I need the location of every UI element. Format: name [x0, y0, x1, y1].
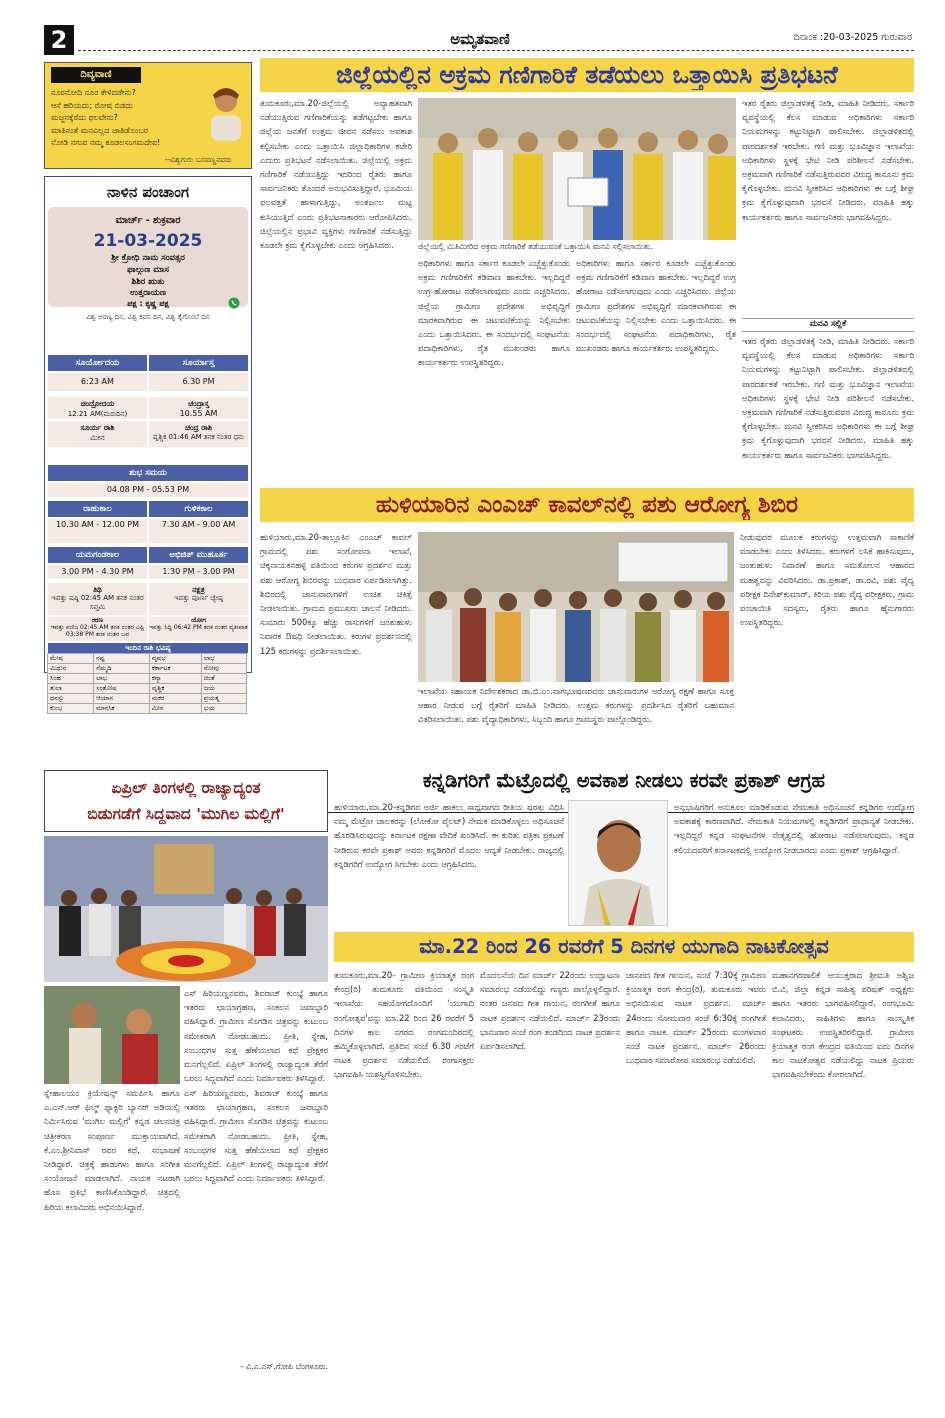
shubha-label: ಶುಭ ಸಮಯ — [48, 465, 248, 481]
gulika-label: ಗುಳಿಕಕಾಲ — [149, 501, 248, 517]
rashi-prediction: ಜಯ — [201, 684, 246, 694]
panchanga-ayana: ಉತ್ತರಾಯಣ — [130, 288, 166, 298]
rashi-row — [48, 664, 247, 674]
chandra-rashi-cell — [149, 421, 248, 447]
tithi-cell — [48, 583, 147, 615]
yama-label: ಯಮಗಂಡಕಾಲ — [48, 547, 147, 563]
panchanga-title: ನಾಳಿನ ಪಂಚಾಂಗ — [107, 183, 189, 201]
chandra-rashi-label: ಚಂದ್ರ ರಾಶಿ — [185, 423, 212, 432]
rashi-title: ಇಂದಿನ ರಾಶಿ ಭವಿಷ್ಯ — [48, 643, 248, 653]
karana-value: ಇವತ್ತು ವಣಿಜ 02:45 AM ತನಕ ನಂತರ ವಿಷ್ಟಿ 03:38 PM ತನಕ ನಂತರ ಬವ — [50, 624, 145, 638]
moonrise-cell — [48, 397, 147, 419]
header-rule — [78, 50, 914, 51]
tithi-value: ಇವತ್ತು ಷಷ್ಠಿ 02:45 AM ತನಕ ನಂತರ ಸಪ್ತಮಿ — [51, 594, 144, 611]
whatsapp-icon — [228, 297, 240, 309]
panchanga-date: 21-03-2025 — [93, 231, 203, 251]
tithi-label: ತಿಥಿ — [93, 585, 102, 594]
story1-col2: ಅಧಿಕಾರಿಗಳು ಹಾಗೂ ಸರ್ಕಾರ ಕೂಡಲೇ ಎಚ್ಚೆತ್ತುಕೊಂಡು ಅಕ್ರಮ ಗಣಿಗಾರಿಕೆಗೆ ಕಡಿವಾಣ ಹಾಕಬೇಕು. ಇಲ್ಲದಿದ್ದರೆ ಉಗ್ರ ಹೋರಾಟ ನಡೆಸಲಾಗುವುದು ಎಂದು ಎಚ್ಚರಿಸಿದರು. ಜಿಲ್ಲೆಯ ಗ್ರಾಮೀಣ ಪ್ರದೇಶಗಳ ಅಭಿವೃದ್ಧಿಗೆ ಮಾರಕವಾಗಿರುವ ಈ ಚಟುವಟಿಕೆಯನ್ನು ನಿಲ್ಲಿಸಬೇಕು ಎಂದು ಒತ್ತಾಯಿಸಿದರು. ಈ ಸಂದರ್ಭದಲ್ಲಿ ಸಂಘಟನೆಯ ಪದಾಧಿಕಾರಿಗಳು, ರೈತ ಮುಖಂಡರು ಹಾಗೂ ಕಾರ್ಯಕರ್ತರು ಉಪಸ್ಥಿತರಿದ್ದರು. — [418, 258, 570, 368]
karana-label: ಕರಣ — [92, 616, 103, 624]
rashi-prediction: ಆಯಾಸ — [94, 694, 150, 704]
film-col1: ಸ್ನೇಹಾಲಯಂ ಕ್ರಿಯೇಷನ್ಸ್ ಸಮರ್ಪಿಸಿ ಹಾಗೂ ಎ.ಎನ್.ಆರ್ ಫಿಲ್ಮ್ ಫ್ಯಾಕ್ಟರಿ ಬ್ಯಾನರ್ ಅಡಿಯಲ್ಲಿ ನಿರ್ಮಿಸಿರುವ 'ಮುಗಿಲ ಮಲ್ಲಿಗೆ' ಕನ್ನಡ ಚಲನಚಿತ್ರ ಚಿತ್ರೀಕರಣ ಸಂಪೂರ್ಣ ಮುಕ್ತಾಯವಾಗಿದೆ. ಕೆ.ಎಂ.ಶ್ರೀನಿವಾಸ್ ರವರ ಕಥೆ, ಸಂಭಾಷಣೆ ನೀಡಿದ್ದಾರೆ. ಚಿತ್ರಕ್ಕೆ ಹಾಡುಗಳು ಹಾಗೂ ಸಂಗೀತ ಸಂಯೋಜನೆ ಮಾಡಲಾಗಿದೆ. ನಾಯಕ ನಟರಾಗಿ ಹೊಸ ಪ್ರತಿಭೆ ಕಾಣಿಸಿಕೊಂಡಿದ್ದಾರೆ. ಚಿತ್ರದಲ್ಲಿ ಹಿರಿಯ ಕಲಾವಿದರು ಅಭಿನಯಿಸಿದ್ದಾರೆ. — [44, 1088, 180, 1212]
story3-portrait — [568, 800, 668, 926]
rashi-prediction: ನಷ್ಟ — [94, 654, 150, 664]
rashi-sign: ಮೀನ — [149, 704, 201, 714]
story4-headline: ಮಾ.22 ರಿಂದ 26 ರವರೆಗೆ 5 ದಿನಗಳ ಯುಗಾದಿ ನಾಟಕೋತ್ಸವ — [419, 935, 829, 958]
surya-rashi-value: ಮೀನ — [90, 433, 105, 442]
story3-col1: ಹುಳಿಯಾರು,ಮಾ.20-ಕನ್ನಡಿಗರ ಅರ್ಜಿ ಹಾಕಲು ಸಾಧ್ಯವಾಗದ ರೀತಿಯ ಷರತ್ತು ವಿಧಿಸಿ ನಮ್ಮ ಮೆಟ್ರೋ ಚಾಲಕರನ್ನು (ಲೋಕೋ ಪೈಲಟ್) ನೇಮಕ ಮಾಡಿಕೊಳ್ಳಲು ಅಧಿಸೂಚನೆ ಹೊರಡಿಸಿರುವುದನ್ನು ಕರ್ನಾಟಕ ರಕ್ಷಣಾ ವೇದಿಕೆ ಖಂಡಿಸಿದೆ. ಈ ಕುರಿತು ಪತ್ರಿಕಾ ಪ್ರಕಟಣೆ ನೀಡಿರುವ ಕರವೇ ಪ್ರಕಾಶ್ ಅವರು ಕನ್ನಡಿಗರಿಗೆ ಮೊದಲ ಆದ್ಯತೆ ನೀಡಬೇಕು. ರಾಜ್ಯದಲ್ಲಿ ಕನ್ನಡಿಗರಿಗೆ ಉದ್ಯೋಗ ಸಿಗಬೇಕು ಎಂದು ಆಗ್ರಹಿಸಿದರು. — [334, 802, 564, 869]
film-byline: - ವಿ.ಎ.ಎಸ್.ಗೋಪಿ ಬೆಂಗಳೂರು. — [240, 1362, 328, 1371]
surya-rashi-cell — [48, 421, 147, 447]
rashi-sign: ಸಿಂಹ — [48, 674, 94, 684]
story1-subhead: ಮನವಿ ಸಲ್ಲಿಕೆ — [742, 318, 914, 332]
abhijit-time: 1.30 PM - 3.00 PM — [149, 565, 248, 579]
film-col2: ಎಸ್ ಹಿರಿಯಣ್ಣನವರು, ಶಿವರಾಜ್ ಕುಂಬ್ಳೆ ಹಾಗೂ ಇತರರು ಛಾಯಾಗ್ರಹಣ, ಸಂಕಲನ ಜವಾಬ್ದಾರಿ ವಹಿಸಿದ್ದಾರೆ. ಗ್ರಾಮೀಣ ಸೊಗಡಿನ ಚಿತ್ರವನ್ನು ಕುಟುಂಬ ಸಮೇತರಾಗಿ ನೋಡಬಹುದು. ಪ್ರೀತಿ, ಸ್ನೇಹ, ಸಂಬಂಧಗಳ ಸುತ್ತ ಹೆಣೆಯಲಾದ ಕಥೆ ಪ್ರೇಕ್ಷಕರ ಮನಗೆಲ್ಲಲಿದೆ. ಏಪ್ರಿಲ್ ತಿಂಗಳಲ್ಲಿ ರಾಜ್ಯಾದ್ಯಂತ ತೆರೆಗೆ ಬರಲು ಸಿದ್ಧವಾಗಿದೆ ಎಂದು ನಿರ್ಮಾಪಕರು ತಿಳಿಸಿದ್ದಾರೆ. — [184, 1088, 328, 1184]
rashi-table — [47, 653, 247, 714]
rashi-sign: ಧನಸ್ಸು — [48, 694, 94, 704]
special-days-note: ವಿಶ್ವ ಅರಣ್ಯ ದಿನ, ವಿಶ್ವ ಕವನ ದಿನ, ವಿಶ್ವ ಕೈಗೊಂಬೆ ದಿನ — [86, 313, 210, 321]
rashi-prediction: ಸಂತೋಷ — [94, 684, 150, 694]
sunset-time: 6.30 PM — [149, 373, 248, 391]
shubha-time: 04.08 PM - 05.53 PM — [48, 483, 248, 497]
rashi-prediction: ಚಿಂತೆ — [201, 674, 246, 684]
moonset-time: 10.55 AM — [179, 409, 218, 418]
protest-photo-image — [418, 98, 736, 240]
thought-line: ನೋಡಿ ನಗುವ ನಮ್ಮ ಕೂಡಲಸಂಗಮದೇವ! — [51, 138, 161, 147]
film-headline-line2: ಬಿಡುಗಡೆಗೆ ಸಿದ್ದವಾದ 'ಮುಗಿಲ ಮಲ್ಲಿಗೆ' — [87, 805, 285, 823]
rahu-time: 10.30 AM - 12.00 PM — [48, 519, 147, 543]
panchanga-paksha: ಪಕ್ಷ : ಕೃಷ್ಣ ಪಕ್ಷ — [127, 299, 169, 308]
thought-text — [51, 87, 201, 150]
moonset-cell — [149, 397, 248, 419]
nakshatra-value: ಇವತ್ತು ಪೂರ್ಣ ಜ್ಯೇಷ್ಠ — [174, 594, 223, 602]
panchanga-ritu: ಶಿಶಿರ ಋತು — [131, 277, 165, 287]
rashi-prediction: ಪ್ರಯತ್ನ — [201, 694, 246, 704]
panchanga-box — [44, 176, 252, 673]
rashi-prediction: ಭಯ — [201, 704, 246, 714]
film-still-image — [44, 986, 180, 1084]
panchanga-date-card — [48, 207, 248, 307]
abhijit-label: ಅಭಿಜಿತ್ ಮುಹೂರ್ತ — [149, 547, 248, 563]
film-headline-box — [44, 770, 328, 832]
moonset-label: ಚಂದ್ರಾಸ್ತ — [188, 399, 209, 408]
story2-col1: ಹುಳಿಯಾರು,ಮಾ.20-ತಾಲ್ಲೂಕಿನ ಎಂಎಚ್ ಕಾವಲ್ ಗ್ರಾಮದಲ್ಲಿ ಪಶು ಸಂಗೋಪನಾ ಇಲಾಖೆ, ಚಿಕ್ಕನಾಯಕನಹಳ್ಳಿ ವತಿಯಿಂದ ಕರುಗಳ ಪ್ರದರ್ಶನ ಮತ್ತು ಪಶು ಆರೋಗ್ಯ ಶಿಬಿರವನ್ನು ಬುಧವಾರ ಏರ್ಪಡಿಸಲಾಗಿತ್ತು. ಶಿಬಿರದಲ್ಲಿ ಜಾನುವಾರುಗಳಿಗೆ ಉಚಿತ ಚಿಕಿತ್ಸೆ ನೀಡಲಾಯಿತು. ಗ್ರಾಮದ ಪ್ರಮುಖರು ಚಾಲನೆ ನೀಡಿದರು. ಸುಮಾರು 500ಕ್ಕೂ ಹೆಚ್ಚು ರಾಸುಗಳಿಗೆ ಜಂತುಹುಳು ನಿವಾರಕ ಔಷಧಿ ನೀಡಲಾಯಿತು. ಕರುಗಳ ಪ್ರದರ್ಶನದಲ್ಲಿ 125 ಕರುಗಳನ್ನು ಪ್ರದರ್ಶಿಸಲಾಯಿತು. — [260, 532, 412, 656]
film-headline-line1: ಏಪ್ರಿಲ್ ತಿಂಗಳಲ್ಲಿ ರಾಜ್ಯಾದ್ಯಂತ — [111, 779, 261, 797]
nakshatra-cell — [149, 583, 248, 615]
rashi-sign: ಕನ್ಯಾ — [149, 674, 201, 684]
yoga-value: ಇವತ್ತು ಸಿದ್ಧಿ 06:42 PM ತನಕ ನಂತರ ವ್ಯತೀಪಾತ — [149, 624, 248, 631]
thought-line: ಆಸೆ ಹರಿಯದು; ರೋಷ ಬಿಡದು — [51, 100, 133, 110]
story1-headline: ಜಿಲ್ಲೆಯಲ್ಲಿನ ಅಕ್ರಮ ಗಣಿಗಾರಿಕೆ ತಡೆಯಲು ಒತ್ತಾಯಿಸಿ ಪ್ರತಿಭಟನೆ — [336, 60, 838, 89]
rashi-prediction: ಮಾನಸಿಕ — [94, 704, 150, 714]
story4-col1: ತುಮಕೂರು,ಮಾ.20- ಗ್ರಾಮೀಣ ಕ್ರಿಯಾತ್ಮಕ ರಂಗ ಕೇಂದ್ರ(ರಿ) ತುಮಕೂರು ವತಿಯಿಂದ ಸಂಸ್ಕೃತಿ ಇಲಾಖೆಯ ಸಹಯೋಗದೊಂದಿಗೆ 'ಯುಗಾದಿ ರಂಗೋತ್ಸವ'ವನ್ನು ಮಾ.22 ರಿಂದ 26 ರವರೆಗೆ 5 ದಿನಗಳ ಕಾಲ ನಗರದ ರಂಗಮಂದಿರದಲ್ಲಿ ಹಮ್ಮಿಕೊಳ್ಳಲಾಗಿದೆ. ಪ್ರತಿದಿನ ಸಂಜೆ 6.30 ಗಂಟೆಗೆ ನಾಟಕ ಪ್ರದರ್ಶನ ನಡೆಯಲಿದೆ. ರಂಗಾಸಕ್ತರು ಭಾಗವಹಿಸಿ ಯಶಸ್ವಿಗೊಳಿಸಬೇಕು. — [334, 970, 474, 1080]
yama-time: 3.00 PM - 4.30 PM — [48, 565, 147, 579]
story1-photo — [418, 98, 736, 240]
sunset-label: ಸೂರ್ಯಾಸ್ತ — [149, 355, 248, 371]
thought-author: --ವಿಶ್ವಗುರು ಬಸವಣ್ಣನವರು — [165, 155, 232, 164]
story4-col3: ಜಾನಪದ ಗೀತ ಗಾಯನ, ಸಂಜೆ 7:30ಕ್ಕೆ ಗ್ರಾಮೀಣ ಕ್ರಿಯಾತ್ಮಕ ರಂಗ ಕೇಂದ್ರ(ರಿ), ತುಮಕೂರು ಇವರು ಅಭಿನಯಿಸುವ ನಾಟಕ ಪ್ರದರ್ಶನ. ಮಾರ್ಚ್ 24ರಂದು ಸೋಮವಾರ ಸಂಜೆ 6:30ಕ್ಕೆ ರಂಗಗೀತೆ ಹಾಗೂ ನಾಟಕ. ಮಾರ್ಚ್ 25ರಂದು ಮಂಗಳವಾರ ಸಂಜೆ ನಾಟಕ ಪ್ರದರ್ಶನ. ಮಾರ್ಚ್ 26ರಂದು ಬುಧವಾರ ಸಮಾರೋಪ ಸಮಾರಂಭ ನಡೆಯಲಿದೆ. — [626, 970, 766, 1066]
person-portrait-icon — [569, 801, 668, 926]
sunrise-label: ಸೂರ್ಯೋದಯ — [48, 355, 147, 371]
rashi-row — [48, 654, 247, 664]
rashi-sign: ಮೇಷ — [48, 654, 94, 664]
yoga-label: ಯೋಗ — [191, 616, 206, 624]
moonrise-time: 12.21 AM(ಮರುದಿನ) — [67, 410, 128, 418]
story3-col2: ಅನ್ಯಭಾಷಿಗರಿಗೆ ಅನುಕೂಲ ಮಾಡಿಕೊಡುವ ನೇಮಕಾತಿ ಅಧಿಸೂಚನೆ ಕನ್ನಡಿಗರ ಉದ್ಯೋಗ ಅವಕಾಶಕ್ಕೆ ಕಾರಣವಾಗಿದೆ. ನೇಮಕಾತಿ ನಿಯಮಗಳಲ್ಲಿ ಕನ್ನಡಿಗರಿಗೆ ಪ್ರಾಧಾನ್ಯತೆ ನೀಡಬೇಕು. ಇಲ್ಲದಿದ್ದರೆ ಕನ್ನಡ ಸಂಘಟನೆಗಳ ನೇತೃತ್ವದಲ್ಲಿ ಹೋರಾಟ ನಡೆಸಲಾಗುವುದು. ಕನ್ನಡ ಕಲಿಯದವರಿಗೆ ಕರ್ನಾಟಕದಲ್ಲಿ ಉದ್ಯೋಗ ನೀಡಬಾರದು ಎಂದು ಪ್ರಕಾಶ್ ಆಗ್ರಹಿಸಿದ್ದಾರೆ. — [674, 802, 914, 855]
nakshatra-label: ನಕ್ಷತ್ರ — [192, 585, 205, 594]
film-col2-top: ಎಸ್ ಹಿರಿಯಣ್ಣನವರು, ಶಿವರಾಜ್ ಕುಂಬ್ಳೆ ಹಾಗೂ ಇತರರು ಛಾಯಾಗ್ರಹಣ, ಸಂಕಲನ ಜವಾಬ್ದಾರಿ ವಹಿಸಿದ್ದಾರೆ. ಗ್ರಾಮೀಣ ಸೊಗಡಿನ ಚಿತ್ರವನ್ನು ಕುಟುಂಬ ಸಮೇತರಾಗಿ ನೋಡಬಹುದು. ಪ್ರೀತಿ, ಸ್ನೇಹ, ಸಂಬಂಧಗಳ ಸುತ್ತ ಹೆಣೆಯಲಾದ ಕಥೆ ಪ್ರೇಕ್ಷಕರ ಮನಗೆಲ್ಲಲಿದೆ. ಏಪ್ರಿಲ್ ತಿಂಗಳಲ್ಲಿ ರಾಜ್ಯಾದ್ಯಂತ ತೆರೆಗೆ ಬರಲು ಸಿದ್ಧವಾಗಿದೆ ಎಂದು ನಿರ್ಮಾಪಕರು ತಿಳಿಸಿದ್ದಾರೆ. — [184, 988, 328, 1084]
rashi-row — [48, 704, 247, 714]
story1-photo-caption: ಜಿಲ್ಲೆಯಲ್ಲಿ ಮಿತಿಮೀರಿದ ಅಕ್ರಮ ಗಣಿಗಾರಿಕೆ ತಡೆಯುವಂತೆ ಒತ್ತಾಯಿಸಿ ಮನವಿ ಸಲ್ಲಿಸಲಾಯಿತು. — [418, 242, 653, 251]
karana-cell — [48, 617, 147, 641]
panchanga-samvatsara: ಶ್ರೀ ಕ್ರೋಧಿ ನಾಮ ಸಂವತ್ಸರ — [111, 253, 185, 263]
thought-title: ದಿವ್ಯವಾಣಿ — [51, 67, 141, 83]
rashi-sign: ವೃಶ್ಚಿಕ — [149, 684, 201, 694]
film-launch-image — [44, 836, 328, 982]
rashi-prediction: ಲಾಭ — [94, 674, 150, 684]
sunrise-time: 6:23 AM — [48, 373, 147, 391]
story2-col2: ಇಲಾಖೆಯ ಸಹಾಯಕ ನಿರ್ದೇಶಕರಾದ ಡಾ.ಬಿ.ಎಂ.ನಾಗಭೂಷಣರವರು ಜಾನುವಾರುಗಳ ಆರೋಗ್ಯ ರಕ್ಷಣೆ ಹಾಗೂ ಸೂಕ್ತ ಆಹಾರ ನೀಡುವ ಬಗ್ಗೆ ರೈತರಿಗೆ ಮಾಹಿತಿ ನೀಡಿದರು. ಉತ್ತಮ ಕರುಗಳನ್ನು ಪ್ರದರ್ಶಿಸಿದ ರೈತರಿಗೆ ಬಹುಮಾನ ವಿತರಿಸಲಾಯಿತು. ಪಶು ವೈದ್ಯಾಧಿಕಾರಿಗಳು, ಸಿಬ್ಬಂದಿ ಹಾಗೂ ಗ್ರಾಮಸ್ಥರು ಪಾಲ್ಗೊಂಡಿದ್ದರು. — [418, 686, 734, 725]
thought-box — [44, 62, 252, 169]
film-event-photo — [44, 836, 328, 982]
story3-headline: ಕನ್ನಡಿಗರಿಗೆ ಮೆಟ್ರೊದಲ್ಲಿ ಅವಕಾಶ ನೀಡಲು ಕರವೇ ಪ್ರಕಾಶ್ ಆಗ್ರಹ — [422, 769, 826, 792]
rashi-sign: ವೃಷಭ — [149, 654, 201, 664]
rashi-sign: ಕುಂಭ — [48, 704, 94, 714]
health-camp-photo-image — [418, 532, 734, 682]
story4-col4: ಮಹಾನಗರಪಾಲಿಕೆ ಆಯುಕ್ತರಾದ ಶ್ರೀಮತಿ ಅಶ್ವಿಜ ಬಿ.ವಿ, ಜಿಲ್ಲಾ ಕನ್ನಡ ಸಾಹಿತ್ಯ ಪರಿಷತ್ ಅಧ್ಯಕ್ಷರು ಹಾಗೂ ಇತರರು ಭಾಗವಹಿಸಲಿದ್ದಾರೆ. ರಂಗಭೂಮಿ ಕಲಾವಿದರು, ಸಾಹಿತಿಗಳು ಹಾಗೂ ಸಾಂಸ್ಕೃತಿಕ ಸಂಘಟಕರು ಉಪಸ್ಥಿತರಿರಲಿದ್ದಾರೆ. ಗ್ರಾಮೀಣ ಕ್ರಿಯಾತ್ಮಕ ರಂಗ ಕೇಂದ್ರದ ವತಿಯಿಂದ ಐದು ದಿನಗಳ ಕಾಲ ನಾಟಕೋತ್ಸವ ನಡೆಯಲಿದ್ದು ನಾಟಕ ಪ್ರಿಯರು ಭಾಗವಹಿಸಬೇಕೆಂದು ಕೋರಲಾಗಿದೆ. — [772, 970, 914, 1080]
yoga-cell — [149, 617, 248, 641]
page-number: 2 — [44, 25, 74, 55]
masthead: ಅಮೃತವಾಣಿ — [450, 30, 510, 48]
surya-rashi-label: ಸೂರ್ಯ ರಾಶಿ — [80, 423, 115, 432]
rashi-row — [48, 694, 247, 704]
rashi-row — [48, 684, 247, 694]
rashi-prediction: ಲಾಭ — [201, 654, 246, 664]
story2-headline: ಹುಳಿಯಾರಿನ ಎಂಎಚ್ ಕಾವಲ್‌ನಲ್ಲಿ ಪಶು ಆರೋಗ್ಯ ಶಿಬಿರ — [375, 492, 799, 518]
story1-col3b: ಇತರ ರೈತರು ಜಿಲ್ಲಾಡಳಿತಕ್ಕೆ ನೀಡಿ, ಮಾಹಿತಿ ನೀಡಿದರು. ಸರ್ಕಾರಿ ವ್ಯವಸ್ಥೆಯಲ್ಲಿ ಕೆಲಸ ಮಾಡುವ ಅಧಿಕಾರಿಗಳು ಸರ್ಕಾರಿ ನಿಯಮಗಳನ್ನು ಕಟ್ಟುನಿಟ್ಟಾಗಿ ಪಾಲಿಸಬೇಕು. ಜಿಲ್ಲಾಡಳಿತದಲ್ಲಿ ಪಾರದರ್ಶಕತೆ ಇರಬೇಕು. ಗಣಿ ಮತ್ತು ಭೂವಿಜ್ಞಾನ ಇಲಾಖೆಯ ಅಧಿಕಾರಿಗಳು ಸ್ಥಳಕ್ಕೆ ಭೇಟಿ ನೀಡಿ ಪರಿಶೀಲನೆ ನಡೆಸಬೇಕು. ಅಕ್ರಮವಾಗಿ ಗಣಿಗಾರಿಕೆ ನಡೆಸುತ್ತಿರುವವರ ವಿರುದ್ಧ ಕಾನೂನು ಕ್ರಮ ಕೈಗೊಳ್ಳಬೇಕು. ಮನವಿ ಸ್ವೀಕರಿಸಿದ ಅಧಿಕಾರಿಗಳು ಈ ಬಗ್ಗೆ ಶೀಘ್ರ ಕ್ರಮ ಕೈಗೊಳ್ಳುವುದಾಗಿ ಭರವಸೆ ನೀಡಿದರು. ಮಾಹಿತಿ ಹಕ್ಕು ಕಾರ್ಯಕರ್ತರು ಹಾಗೂ ಸಾರ್ವಜನಿಕರು ಭಾಗವಹಿಸಿದ್ದರು. — [742, 336, 914, 460]
story2-col3: ನೀಡುವುದರ ಮೂಲಕ ಕರುಗಳನ್ನು ಉತ್ತಮವಾಗಿ ಸಾಕಾಣಿಕೆ ಮಾಡಬೇಕು ಎಂದು ತಿಳಿಸಿದರು. ಕರುಗಳಿಗೆ ಲಸಿಕೆ ಹಾಕಿಸುವುದು, ಜಂತುಹುಳು ನಿವಾರಣೆ ಹಾಗೂ ಸಮತೋಲನ ಆಹಾರದ ಮಹತ್ವವನ್ನು ವಿವರಿಸಿದರು. ಡಾ.ಪ್ರಕಾಶ್, ಡಾ.ರವಿ, ಪಶು ವೈದ್ಯ ಪರೀಕ್ಷಕ ದಿನೇಶ್‌ಕುಮಾರ್, ಕಿರಿಯ ಪಶು ವೈದ್ಯ ಪರೀಕ್ಷಕರು, ಗ್ರಾಮ ಪಂಚಾಯಿತಿ ಸದಸ್ಯರು, ರೈತರು ಹಾಗೂ ಹೈನುಗಾರರು ಉಪಸ್ಥಿತರಿದ್ದರು. — [740, 532, 914, 628]
moonrise-label: ಚಂದ್ರೋದಯ — [80, 399, 115, 408]
rashi-prediction: ನೆಮ್ಮದಿ — [94, 664, 150, 674]
gulika-time: 7.30 AM - 9.00 AM — [149, 519, 248, 543]
story2-photo — [418, 532, 734, 682]
rashi-sign: ಮಿಥುನ — [48, 664, 94, 674]
story1-col1: ತುಮಕೂರು,ಮಾ.20-ಜಿಲ್ಲೆಯಲ್ಲಿ ಅವ್ಯಾಹತವಾಗಿ ನಡೆಯುತ್ತಿರುವ ಗಣಿಗಾರಿಕೆಯನ್ನು ತಡೆಗಟ್ಟಬೇಕು ಹಾಗೂ ಜಿಲ್ಲೆಯ ಜನತೆಗೆ ಉತ್ತಮ ಜೀವನ ನಡೆಸಲು ಅವಕಾಶ ಕಲ್ಪಿಸಬೇಕು ಎಂದು ಒತ್ತಾಯಿಸಿ ಜಿಲ್ಲಾಧಿಕಾರಿಗಳ ಕಚೇರಿ ಎದುರು ಪ್ರತಿಭಟನೆ ನಡೆಸಲಾಯಿತು. ಜಿಲ್ಲೆಯಲ್ಲಿ ಅಕ್ರಮ ಗಣಿಗಾರಿಕೆ ನಡೆಯುತ್ತಿದ್ದು ಇದರಿಂದ ರೈತರು ಹಾಗೂ ಸಾರ್ವಜನಿಕರು ತೊಂದರೆ ಅನುಭವಿಸುತ್ತಿದ್ದಾರೆ. ಭೂಮಿಯ ಫಲವತ್ತತೆ ಹಾಳಾಗುತ್ತಿದ್ದು, ಅಂತರ್ಜಲ ಮಟ್ಟ ಕುಸಿಯುತ್ತಿದೆ ಎಂದು ಪ್ರತಿಭಟನಾಕಾರರು ಆರೋಪಿಸಿದರು. ಜಿಲ್ಲೆಯಲ್ಲಿನ ಪ್ರಭಾವಿ ವ್ಯಕ್ತಿಗಳು ಗಣಿಗಾರಿಕೆ ನಡೆಸುತ್ತಿದ್ದು ಕೂಡಲೇ ಕ್ರಮ ಕೈಗೊಳ್ಳಬೇಕು ಎಂದು ಆಗ್ರಹಿಸಿದರು. — [260, 98, 412, 251]
thought-line: ನೂರನೋದಿ ನೂರ ಕೇಳಿದಡೇನು? — [51, 88, 136, 97]
author-portrait-icon — [205, 83, 247, 143]
thought-line: ಮಾತಿನಂತೆ ಮನವಿಲ್ಲದ ಜಾತಿಡೊಂಬರ — [51, 125, 148, 135]
story1-col2b: ಅಧಿಕಾರಿಗಳು ಹಾಗೂ ಸರ್ಕಾರ ಕೂಡಲೇ ಎಚ್ಚೆತ್ತುಕೊಂಡು ಅಕ್ರಮ ಗಣಿಗಾರಿಕೆಗೆ ಕಡಿವಾಣ ಹಾಕಬೇಕು. ಇಲ್ಲದಿದ್ದರೆ ಉಗ್ರ ಹೋರಾಟ ನಡೆಸಲಾಗುವುದು ಎಂದು ಎಚ್ಚರಿಸಿದರು. ಜಿಲ್ಲೆಯ ಗ್ರಾಮೀಣ ಪ್ರದೇಶಗಳ ಅಭಿವೃದ್ಧಿಗೆ ಮಾರಕವಾಗಿರುವ ಈ ಚಟುವಟಿಕೆಯನ್ನು ನಿಲ್ಲಿಸಬೇಕು ಎಂದು ಒತ್ತಾಯಿಸಿದರು. ಈ ಸಂದರ್ಭದಲ್ಲಿ ಸಂಘಟನೆಯ ಪದಾಧಿಕಾರಿಗಳು, ರೈತ ಮುಖಂಡರು ಹಾಗೂ ಕಾರ್ಯಕರ್ತರು ಉಪಸ್ಥಿತರಿದ್ದರು. — [576, 258, 736, 354]
panchanga-month: ಮಾರ್ಚ್ - ಶುಕ್ರವಾರ — [115, 215, 181, 226]
rashi-sign: ಕರ್ಕಾಟಕ — [149, 664, 201, 674]
panchanga-masa: ಫಾಲ್ಗುಣ ಮಾಸ — [127, 265, 169, 275]
film-still-photo — [44, 986, 180, 1084]
rashi-sign: ಮಕರ — [149, 694, 201, 704]
rashi-sign: ತುಲಾ — [48, 684, 94, 694]
chandra-rashi-value: ವೃಶ್ಚಿಕ 01:46 AM ತನಕ ನಂತರ ಧನು — [152, 433, 245, 441]
rashi-prediction: ನೋವು — [201, 664, 246, 674]
rahu-label: ರಾಹುಕಾಲ — [48, 501, 147, 517]
story1-col3: ಇತರ ರೈತರು ಜಿಲ್ಲಾಡಳಿತಕ್ಕೆ ನೀಡಿ, ಮಾಹಿತಿ ನೀಡಿದರು. ಸರ್ಕಾರಿ ವ್ಯವಸ್ಥೆಯಲ್ಲಿ ಕೆಲಸ ಮಾಡುವ ಅಧಿಕಾರಿಗಳು ಸರ್ಕಾರಿ ನಿಯಮಗಳನ್ನು ಕಟ್ಟುನಿಟ್ಟಾಗಿ ಪಾಲಿಸಬೇಕು. ಜಿಲ್ಲಾಡಳಿತದಲ್ಲಿ ಪಾರದರ್ಶಕತೆ ಇರಬೇಕು. ಗಣಿ ಮತ್ತು ಭೂವಿಜ್ಞಾನ ಇಲಾಖೆಯ ಅಧಿಕಾರಿಗಳು ಸ್ಥಳಕ್ಕೆ ಭೇಟಿ ನೀಡಿ ಪರಿಶೀಲನೆ ನಡೆಸಬೇಕು. ಅಕ್ರಮವಾಗಿ ಗಣಿಗಾರಿಕೆ ನಡೆಸುತ್ತಿರುವವರ ವಿರುದ್ಧ ಕಾನೂನು ಕ್ರಮ ಕೈಗೊಳ್ಳಬೇಕು. ಮನವಿ ಸ್ವೀಕರಿಸಿದ ಅಧಿಕಾರಿಗಳು ಈ ಬಗ್ಗೆ ಶೀಘ್ರ ಕ್ರಮ ಕೈಗೊಳ್ಳುವುದಾಗಿ ಭರವಸೆ ನೀಡಿದರು. ಮಾಹಿತಿ ಹಕ್ಕು ಕಾರ್ಯಕರ್ತರು ಹಾಗೂ ಸಾರ್ವಜನಿಕರು ಭಾಗವಹಿಸಿದ್ದರು. — [742, 98, 914, 222]
thought-line: ಮಜ್ಜನಕ್ಕೆರೆದು ಫಲವೇನು? — [51, 113, 118, 122]
rashi-row — [48, 674, 247, 684]
story4-col2: ಮೊದಲನೆಯ ದಿನ ಮಾರ್ಚ್ 22ರಂದು ಉದ್ಘಾಟನಾ ಸಮಾರಂಭ ನಡೆಯಲಿದ್ದು ಗಣ್ಯರು ಪಾಲ್ಗೊಳ್ಳಲಿದ್ದಾರೆ. ನಂತರ ಜನಪದ ಗೀತ ಗಾಯನ, ರಂಗಗೀತೆ ಹಾಗೂ ನಾಟಕ ಪ್ರದರ್ಶನ ನಡೆಯಲಿದೆ. ಮಾರ್ಚ್ 23ರಂದು ಭಾನುವಾರ ಸಂಜೆ ರಂಗ ತಂಡದಿಂದ ನಾಟಕ ಪ್ರದರ್ಶನ ಏರ್ಪಡಿಸಲಾಗಿದೆ. — [480, 970, 620, 1052]
dateline: ದಿನಾಂಕ :20-03-2025 ಗುರುವಾರ — [793, 32, 912, 43]
